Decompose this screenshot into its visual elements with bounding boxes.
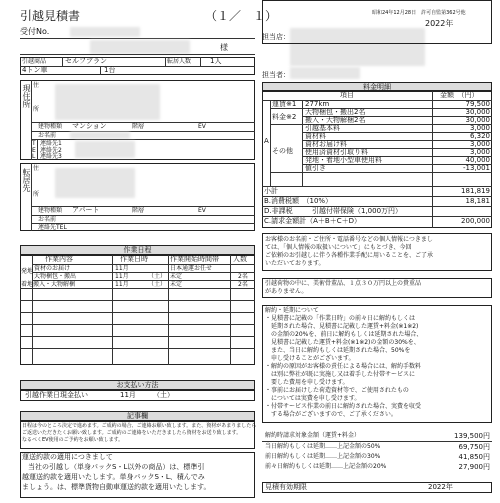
other-amount: -13,001 <box>462 164 490 172</box>
schedule-row-line <box>20 300 255 301</box>
current-address-redacted <box>55 84 160 120</box>
cancel-line: 要した費用を申し受けます。 <box>265 379 349 386</box>
contact-2-label: 連絡先2 <box>40 147 62 154</box>
new-side-divider <box>31 163 32 231</box>
notes-title: 記事欄 <box>20 411 255 421</box>
insurance-label: D.非課税 <box>264 207 293 215</box>
validity-label: 見積有効期限 <box>265 483 307 491</box>
cancel-line: 見積書に記載した運賃+料金(※1※2)の金額の30%を、 <box>265 339 420 346</box>
group-a-label: A <box>264 137 269 145</box>
staff-person-redacted <box>290 67 360 79</box>
payment-date: 11月 <box>120 391 136 399</box>
valuables-line: がありません。 <box>265 288 308 295</box>
schedule-task: 大物梱包・搬出 <box>34 273 77 280</box>
fee-item: 大物梱包・搬出2名 <box>305 108 366 116</box>
schedule-people: 2名 <box>238 273 248 280</box>
other-item: 資材料 <box>305 132 326 140</box>
document-title: 引越見積書 <box>20 9 81 23</box>
other-amount: 3,000 <box>469 124 490 132</box>
cancel-line: については実費を申し受けます。 <box>265 395 361 402</box>
address-marker: 所 <box>33 106 40 113</box>
receipt-label: 受付No. <box>20 27 50 36</box>
schedule-header-time: 作業開始時間帯 <box>170 255 219 263</box>
ev-label: EV <box>198 123 206 130</box>
cancel-title: 解約・延期について <box>265 307 319 314</box>
other-item: 使用済資材引取り料 <box>305 148 368 156</box>
schedule-header-date: 作業日時 <box>120 255 148 263</box>
cancel-amount-line <box>262 441 492 442</box>
schedule-row-line <box>20 324 255 325</box>
license-text: 昭和24年12月28日 許可自監第362号他 <box>372 10 466 16</box>
current-tel-divider <box>37 139 38 160</box>
new-row-divider <box>31 215 255 216</box>
schedule-header-task: 作業内容 <box>45 255 73 263</box>
cancel-line: ・解約の原因がお客様の責任による場合には、解約手数料 <box>265 363 422 370</box>
new-address-heading: 転居先 <box>22 168 31 192</box>
receipt-underline <box>20 38 255 39</box>
schedule-people: 2名 <box>238 281 248 288</box>
issue-date: 2022年 <box>425 19 454 28</box>
other-amount: 3,000 <box>469 140 490 148</box>
charges-title: 料金明細 <box>262 82 492 91</box>
subtotal-amount: 181,819 <box>461 187 490 195</box>
schedule-row-line <box>20 336 255 337</box>
schedule-time: 日本通運お任せ <box>170 265 213 272</box>
transport-line: 当社の引越し（単身パックS・L以外の商品）は、標準引 <box>28 463 205 471</box>
transport-title: 運送約款の適用につきまして <box>22 453 113 461</box>
tel-letter: E <box>32 147 36 154</box>
new-address-redacted <box>55 168 135 198</box>
fare-item: 277km <box>305 100 330 108</box>
fee-label: 料金※2 <box>272 113 297 121</box>
schedule-day: （土） <box>148 281 167 288</box>
customer-suffix: 様 <box>220 43 228 52</box>
valuables-line: 引越荷物の中に、美術骨董品、１点３０万円以上の貴重品 <box>265 280 422 287</box>
validity-date: 2022年 <box>428 483 453 491</box>
cancel-amount-label: 前々日解約もしくは延期……上記金額の20% <box>265 463 387 470</box>
cancel-amount-table <box>262 0 492 44</box>
contact-3-label: 連絡先3 <box>40 153 62 160</box>
other-item: 引越基本料 <box>305 124 340 132</box>
charges-group-divider <box>270 100 271 186</box>
tax-amount: 18,181 <box>465 197 490 205</box>
building-label: 建物種類 <box>38 207 63 214</box>
notes-line: なるべくEV使用のご予約をお願い致します。 <box>22 437 124 443</box>
floor-label: 階層 <box>132 123 145 130</box>
schedule-date: 11月 <box>115 265 129 272</box>
current-name-redacted <box>70 132 130 139</box>
tel-letter: T <box>32 140 36 147</box>
truck-type: 4トン車 <box>22 66 48 74</box>
fee-amount: 30,000 <box>465 108 490 116</box>
privacy-line: ては、「個人情報の取扱いについて」にもとづき、今回 <box>265 244 412 251</box>
fee-amount: 30,000 <box>465 116 490 124</box>
product-value: セルフプラン <box>65 57 107 65</box>
cancel-line: ・付帯サービス作業の前日に解約された場合、実費を収受 <box>265 403 422 410</box>
plan-col-divider <box>165 57 166 66</box>
address-marker: 所 <box>33 191 40 198</box>
schedule-row-line <box>20 312 255 313</box>
customer-name-redacted <box>90 40 190 54</box>
other-amount: 3,000 <box>469 148 490 156</box>
cancel-line: する場合がございますので、ご了承ください。 <box>265 411 397 418</box>
cancel-line: また、当日に解約もしくは延期された場合、50%を <box>265 347 411 354</box>
tax-label: B.消費税額 （10%） <box>264 197 333 205</box>
schedule-day: （土） <box>148 273 167 280</box>
current-tel-redacted <box>75 141 135 158</box>
privacy-line: ご依頼のお引越しに伴う各種作業手配に用いることを、ご了承 <box>265 252 434 259</box>
transport-line: ましょう。は、標準貨物自動車運送約款を適用いたします。 <box>22 483 211 491</box>
total-amount: 200,000 <box>461 217 490 225</box>
plan-col-divider <box>100 66 101 75</box>
schedule-time: 未定 <box>170 281 183 288</box>
cancel-amount-total: 139,500円 <box>454 432 490 440</box>
cancel-line: 延期された場合、見積書に記載した運賃+料金(※1※2) <box>265 323 419 330</box>
new-building: アパート <box>72 206 100 214</box>
address-marker: 住 <box>33 165 40 172</box>
current-building: マンション <box>72 122 107 130</box>
address-marker: 住 <box>33 82 40 89</box>
schedule-task: 着地搬入・大物解梱 <box>21 281 76 288</box>
cancel-amount-value: 69,750円 <box>458 443 490 451</box>
schedule-date: 11月 <box>115 273 129 280</box>
cancel-amount-label: 当日解約もしくは延期……上記金額の50% <box>265 443 381 450</box>
tel-letter: L <box>32 153 36 160</box>
building-label: 建物種類 <box>38 123 63 130</box>
fare-label: 運賃※1 <box>272 100 297 108</box>
cancel-amount-value: 27,900円 <box>458 463 490 471</box>
cancel-line: 申し受けることがございます。 <box>265 355 355 362</box>
schedule-header-people: 人数 <box>233 255 247 263</box>
schedule-time: 未定 <box>170 273 183 280</box>
plan-row-divider <box>20 66 255 67</box>
current-address-heading: 現住所 <box>22 84 31 108</box>
fare-amount: 79,500 <box>465 100 490 108</box>
receipt-number-redacted <box>70 27 140 37</box>
transport-line: 越運送約款を適用いたします。単身パックS・L、積んでみ <box>22 473 205 481</box>
payment-title: お支払い方法 <box>20 380 255 390</box>
charges-row-line <box>270 172 492 173</box>
contact-1-label: 連絡先1 <box>40 140 62 147</box>
cancel-amount-title: 解約時請求対象金額（運賃+料金） <box>265 432 361 439</box>
customer-underline <box>20 54 255 55</box>
cancel-line: は別に弊社が既に実施し又は着手した付帯サービスに <box>265 371 416 378</box>
insurance-item: 引越付帯保険（1,000万円） <box>312 207 403 215</box>
movers-label: 転居人数 <box>167 58 192 65</box>
schedule-title: 作業日程 <box>20 245 255 255</box>
total-label: C.請求金額計（A＋B＋C＋D） <box>264 217 361 225</box>
floor-label: 階層 <box>132 207 145 214</box>
cancel-amount-value: 41,850円 <box>458 453 490 461</box>
movers-value: 1人 <box>210 57 222 65</box>
staff-label: 担当店： <box>262 33 290 41</box>
other-amount: 6,320 <box>469 132 490 140</box>
truck-count: 1台 <box>104 66 116 74</box>
cancel-line: の金額の20%を、前日に解約もしくは延期された場合、 <box>265 331 423 338</box>
other-label: その他 <box>272 147 293 155</box>
schedule-row-line <box>20 288 255 289</box>
other-amount: 40,000 <box>465 156 490 164</box>
payment-day: （土） <box>153 391 174 399</box>
name-label: お名前 <box>38 216 57 223</box>
plan-col-divider <box>62 57 63 66</box>
charges-col-divider <box>432 91 433 228</box>
col-amount-header: 金額 （円） <box>440 91 479 99</box>
privacy-line: お客様のお名前・ご住所・電話番号などの個人情報につきまし <box>265 236 433 243</box>
schedule-date: 11月 <box>115 281 129 288</box>
page-indicator: （１／ １） <box>205 9 278 23</box>
new-contact-label: 連絡先TEL <box>38 224 67 231</box>
product-label: 引越商品 <box>22 58 47 65</box>
charges-row-line <box>262 186 492 187</box>
notes-line: 日程は今のところ決定で進めます。ご成約の場合、ご連絡お願い致します。また、資材があまりましたら <box>22 423 257 429</box>
fee-item: 搬入・大物解梱2名 <box>305 116 366 124</box>
privacy-line: いただいております。 <box>265 260 325 267</box>
current-row-divider <box>31 131 255 132</box>
schedule-side-label: 発地 <box>21 268 34 275</box>
schedule-task: 資材のお届け <box>34 265 71 272</box>
plan-col-divider <box>200 57 201 66</box>
other-item: 発地・着地小型車使用料 <box>305 156 382 164</box>
ev-label: EV <box>198 207 206 214</box>
staff-person-label: 担当者： <box>262 71 290 79</box>
cancel-line: ・見積書に記載の「作業日時」の前々日に解約もしくは <box>265 315 416 322</box>
col-item-header: 項目 <box>340 91 354 99</box>
cancel-amount-label: 前日解約もしくは延期……上記金額の30% <box>265 453 381 460</box>
name-label: お名前 <box>38 132 57 139</box>
cancel-line: ・事前にお届けした荷造資材等で、ご使用されたもの <box>265 387 409 394</box>
current-row-divider <box>31 139 255 140</box>
charges-label-divider <box>302 100 303 186</box>
schedule-row-line <box>20 348 255 349</box>
other-item: 値引き <box>305 164 326 172</box>
payment-label: 引越作業日現金払い <box>25 391 88 399</box>
subtotal-label: 小計 <box>264 187 278 195</box>
notes-line: ご返送いただきたくお願い致します。ご成約のご連絡をいただきましたら資材をお送り致します。 <box>22 430 242 436</box>
other-item: 資材お届け料 <box>305 140 347 148</box>
